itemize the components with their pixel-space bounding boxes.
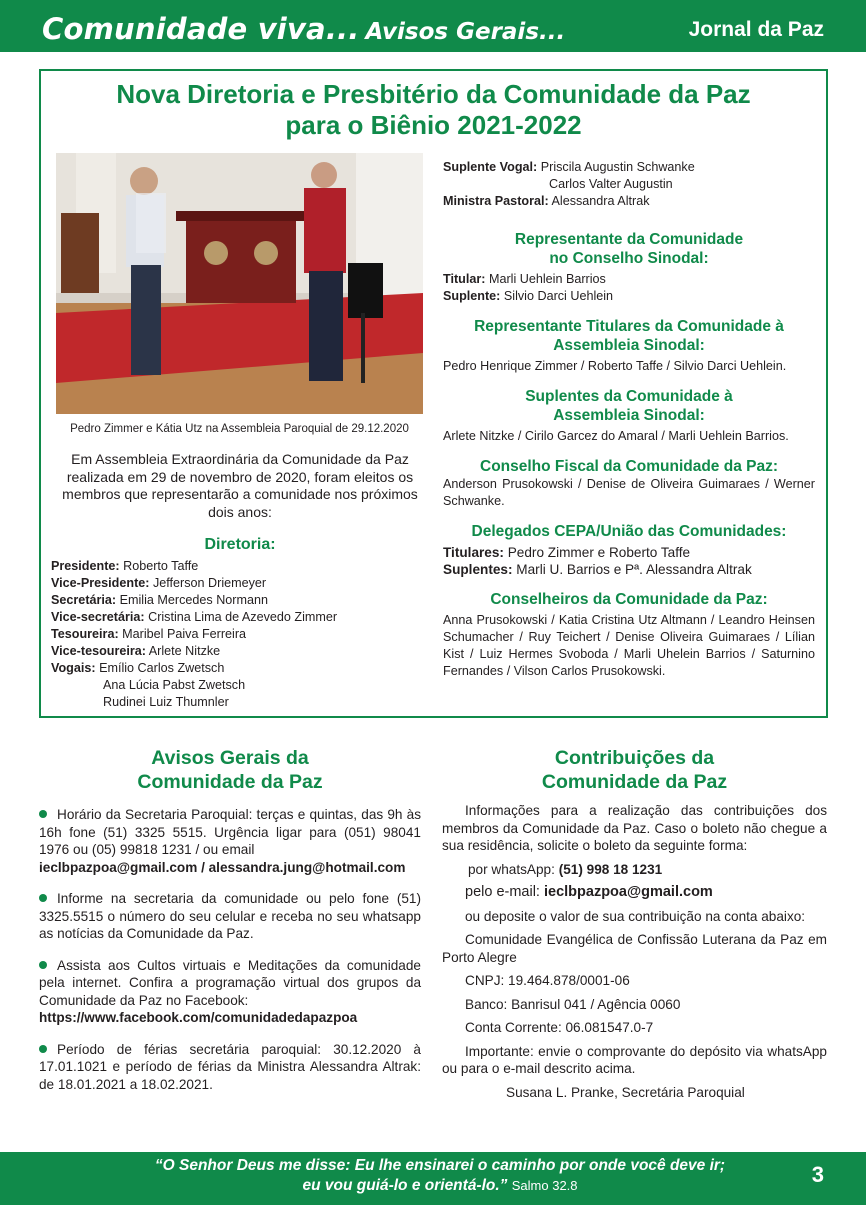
whatsapp-number: (51) 998 18 1231 <box>558 861 663 877</box>
heading-line: Representante da Comunidade <box>514 231 744 248</box>
suplentes-heading <box>443 387 815 425</box>
member-name: Silvio Darci Uehlein <box>503 289 614 303</box>
heading-line: Suplentes da Comunidade à <box>525 388 733 405</box>
member-name: Priscila Augustin Schwanke <box>540 160 695 174</box>
heading-line: Comunidade da Paz <box>541 771 728 793</box>
conselheiros-heading: Conselheiros da Comunidade da Paz: <box>490 591 768 608</box>
contrib-intro: Informações para a realização das contribuições dos membros da Comunidade da Paz. Caso o boleto não chegue a sua residência, solicite o boleto da seguinte forma: <box>442 803 827 853</box>
role-label: Titulares: <box>443 545 504 560</box>
list-item <box>51 609 431 626</box>
contact-emails: ieclbpazpoa@gmail.com / alessandra.jung@hotmail.com <box>39 859 406 875</box>
list-item <box>51 626 431 643</box>
heading-line: Avisos Gerais da <box>151 747 309 769</box>
signature: Susana L. Pranke, Secretária Paroquial <box>506 1084 745 1100</box>
member-name: Marli U. Barrios e Pª. Alessandra Altrak <box>516 562 752 577</box>
list-item: Ana Lúcia Pabst Zwetsch <box>103 678 246 692</box>
bullet-icon <box>39 1045 47 1053</box>
section-title-sub: Avisos Gerais... <box>365 19 566 45</box>
right-column <box>443 159 815 680</box>
member-name: Roberto Taffe <box>123 559 199 573</box>
article-title-line: para o Biênio 2021-2022 <box>285 110 582 140</box>
bullet-icon <box>39 961 47 969</box>
section-title <box>42 12 565 46</box>
whatsapp-label: por whatsApp: <box>468 861 555 877</box>
list-item <box>51 660 431 677</box>
contribuicoes-heading <box>442 746 827 794</box>
heading-line: Contribuições da <box>554 747 715 769</box>
photo-caption: Pedro Zimmer e Kátia Utz na Assembleia Paroquial de 29.12.2020 <box>70 423 409 435</box>
aviso-text: Assista aos Cultos virtuais e Meditações da comunidade pela internet. Confira a programação virtual dos grupos da Comunidade da Paz no Facebook: <box>39 957 421 1008</box>
diretoria-heading: Diretoria: <box>204 536 276 553</box>
diretoria-box <box>39 69 828 718</box>
cepa-suplentes <box>443 561 815 578</box>
heading-line: Representante Titulares da Comunidade à <box>474 318 784 335</box>
member-name: Maribel Paiva Ferreira <box>122 627 247 641</box>
aviso-text: Período de férias secretária paroquial: 30.12.2020 à 17.01.1021 e período de férias da Ministra Alessandra Altrak: de 18.01.2021 a 18.02.2021. <box>39 1041 421 1092</box>
cepa-titulares <box>443 544 815 561</box>
cnpj: CNPJ: 19.464.878/0001-06 <box>465 973 630 988</box>
aviso-text: Informe na secretaria da comunidade ou pelo fone (51) 3325.5515 o número do seu celular e receba no seu whatsapp as notícias da Comunidade da Paz. <box>39 891 421 941</box>
heading-line: Assembleia Sinodal: <box>553 407 705 424</box>
assembly-photo-illustration <box>56 153 423 414</box>
list-item <box>39 1041 421 1094</box>
role-label: Titular: <box>443 272 486 286</box>
cepa-heading: Delegados CEPA/União das Comunidades: <box>471 523 787 540</box>
bullet-icon <box>39 810 47 818</box>
heading-line: Comunidade da Paz <box>137 771 323 793</box>
email-line <box>442 884 827 902</box>
list-item <box>51 592 431 609</box>
list-item <box>39 957 421 1027</box>
fiscal-names: Anderson Prusokowski / Denise de Oliveira Guimaraes / Werner Schwanke. <box>443 477 815 508</box>
quote-line: “O Senhor Deus me disse: Eu lhe ensinarei o caminho por onde você deve ir; <box>154 1157 726 1174</box>
member-name: Pedro Zimmer e Roberto Taffe <box>507 545 691 560</box>
fiscal-heading: Conselho Fiscal da Comunidade da Paz: <box>480 458 778 475</box>
heading-line: no Conselho Sinodal: <box>549 250 709 267</box>
contribuicoes-body <box>442 802 827 1107</box>
role-label: Vice-tesoureira: <box>51 644 146 658</box>
role-label: Presidente: <box>51 559 120 573</box>
bible-quote <box>60 1156 820 1196</box>
page-number: 3 <box>811 1162 824 1187</box>
deposito-text: ou deposite o valor de sua contribuição na conta abaixo: <box>465 908 806 924</box>
role-label: Ministra Pastoral: <box>443 194 549 208</box>
entity-name: Comunidade Evangélica de Confissão Luterana da Paz em Porto Alegre <box>442 932 827 965</box>
member-name: Emilia Mercedes Normann <box>119 593 268 607</box>
member-name: Arlete Nitzke <box>148 644 221 658</box>
member-name: Marli Uehlein Barrios <box>488 272 606 286</box>
section-title-main: Comunidade viva... <box>42 12 360 46</box>
article-title <box>41 79 826 141</box>
role-label: Suplente: <box>443 289 501 303</box>
role-label: Vice-Presidente: <box>51 576 150 590</box>
list-item <box>51 643 431 660</box>
avisos-list <box>39 806 421 1107</box>
list-item: Rudinei Luiz Thumnler <box>103 695 229 709</box>
member-name: Emílio Carlos Zwetsch <box>99 661 225 675</box>
list-item <box>51 575 431 592</box>
suplente <box>443 288 815 305</box>
quote-line: eu vou guiá-lo e orientá-lo.” <box>302 1177 508 1194</box>
role-label: Secretária: <box>51 593 117 607</box>
assembleia-heading <box>443 317 815 355</box>
role-label: Vice-secretária: <box>51 610 145 624</box>
page-footer <box>0 1152 866 1205</box>
account-number: Conta Corrente: 06.081547.0-7 <box>465 1020 654 1035</box>
member-name: Jefferson Driemeyer <box>152 576 267 590</box>
role-label: Vogais: <box>51 661 96 675</box>
diretoria-list <box>51 558 431 711</box>
facebook-link[interactable]: https://www.facebook.com/comunidadedapazpoa <box>39 1010 358 1025</box>
titular <box>443 271 815 288</box>
importante-text: Importante: envie o comprovante do depósito via whatsApp ou para o e-mail descrito acima. <box>442 1043 827 1076</box>
avisos-heading <box>39 746 421 794</box>
quote-reference: Salmo 32.8 <box>511 1178 578 1193</box>
assembly-photo <box>56 153 423 414</box>
role-label: Suplentes: <box>443 562 513 577</box>
list-item <box>39 806 421 876</box>
suplentes-names: Arlete Nitzke / Cirilo Garcez do Amaral / Marli Uehlein Barrios. <box>443 429 789 443</box>
role-label: Suplente Vogal: <box>443 160 538 174</box>
publication-name: Jornal da Paz <box>688 18 824 41</box>
whatsapp-line <box>442 861 827 879</box>
aviso-text: Horário da Secretaria Paroquial: terças e quintas, das 9h às 16h fone (51) 3325 5515. Urgência ligar para (051) 98041 1976 ou (05) 99818 1231 / ou email <box>39 807 421 857</box>
page-header <box>0 0 866 52</box>
member-name: Cristina Lima de Azevedo Zimmer <box>148 610 338 624</box>
suplente-vogal <box>443 159 815 176</box>
email-label: pelo e-mail: <box>465 884 540 900</box>
intro-paragraph: Em Assembleia Extraordinária da Comunidade da Paz realizada em 29 de novembro de 2020, foram eleitos os membros que representarão a comunidade nos próximos dois anos: <box>62 451 418 520</box>
article-title-line: Nova Diretoria e Presbitério da Comunidade da Paz <box>116 79 751 109</box>
heading-line: Assembleia Sinodal: <box>553 337 705 354</box>
contrib-email[interactable]: ieclbpazpoa@gmail.com <box>543 884 713 900</box>
sinodal-heading <box>443 230 815 268</box>
list-item <box>39 890 421 943</box>
role-label: Tesoureira: <box>51 627 119 641</box>
bullet-icon <box>39 894 47 902</box>
assembleia-names: Pedro Henrique Zimmer / Roberto Taffe / Silvio Darci Uehlein. <box>443 359 787 373</box>
bank-info: Banco: Banrisul 041 / Agência 0060 <box>465 996 681 1012</box>
member-name: Carlos Valter Augustin <box>549 177 673 191</box>
member-name: Alessandra Altrak <box>551 194 650 208</box>
ministra-pastoral <box>443 193 815 210</box>
list-item <box>51 558 431 575</box>
conselheiros-names: Anna Prusokowski / Katia Cristina Utz Altmann / Leandro Heinsen Schumacher / Ruy Teichert / Denise Oliveira Guimaraes / Lílian Kist / Luiz Hermes Svoboda / Marli Uhelein Barrios / Saturnino Fernandes / Vilson Carlos Prusokowski. <box>443 613 815 678</box>
